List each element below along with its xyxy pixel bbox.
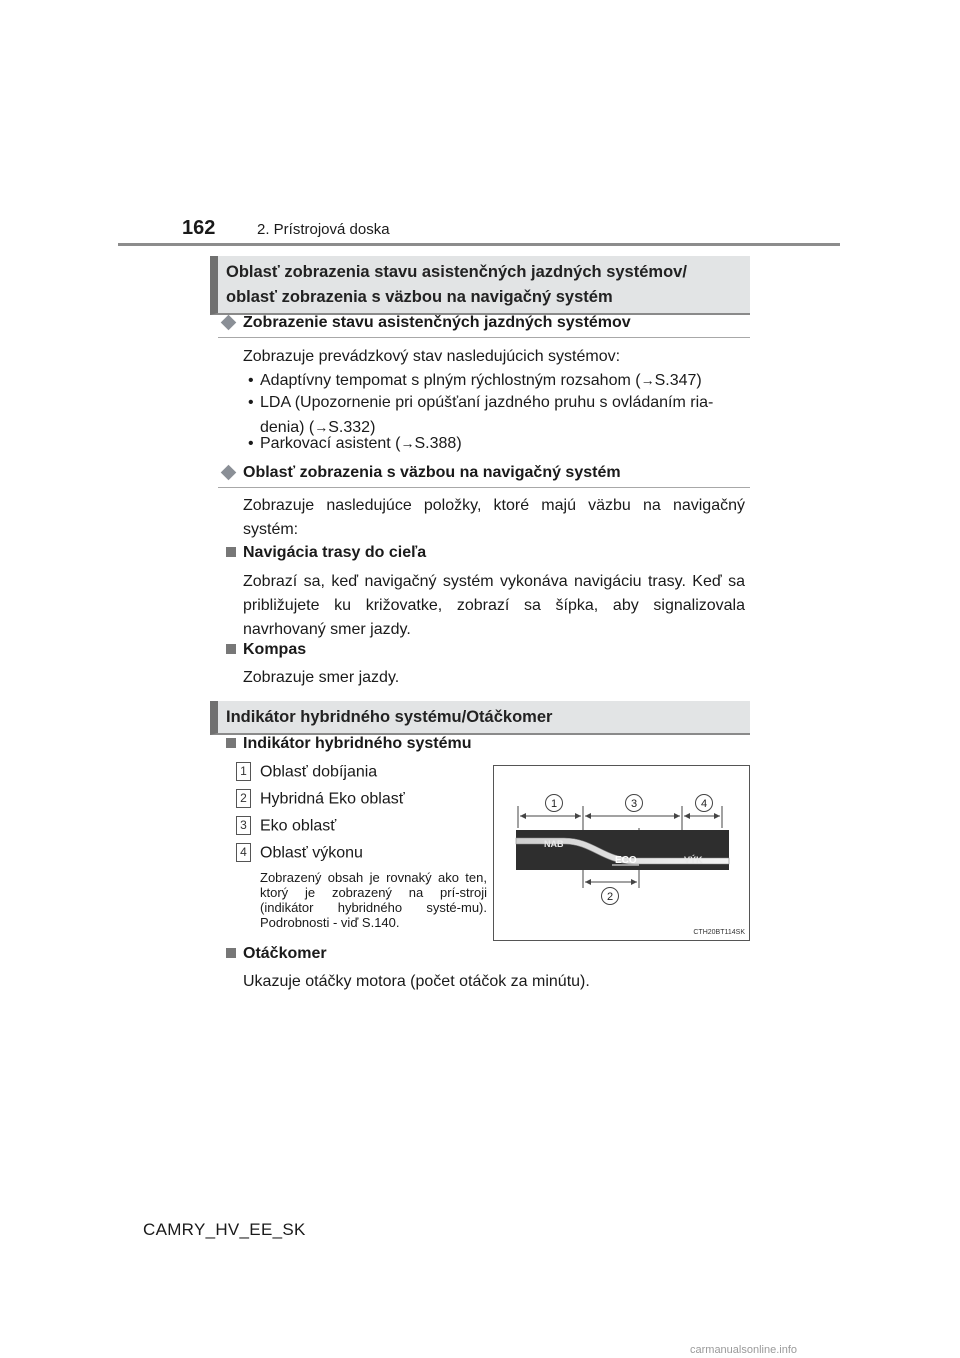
arrow-icon: → [314,419,329,435]
number-badge: 3 [236,816,251,835]
diamond-icon [221,464,237,480]
callout-number: 2 [606,891,614,903]
callout-number: 1 [550,798,558,810]
numbered-item-label: Hybridná Eko oblasť [260,790,405,808]
numbered-item-label: Eko oblasť [260,817,337,835]
callout-number: 3 [630,798,638,810]
list-item-text: denia) ( [260,419,315,436]
item-heading-label: Indikátor hybridného systému [243,735,472,752]
list-item [248,368,745,393]
numbered-item-label: Oblasť dobíjania [260,763,378,781]
callout-number: 4 [700,798,708,810]
number-badge: 1 [236,762,251,781]
list-item [248,431,745,456]
paragraph-route-guidance: Zobrazí sa, keď navigačný systém vykonáva navigáciu trasy. Keď sa približujete ku križovatke, zobrazí sa šípka, aby signalizovala navrhovaný smer jazdy. [243,573,745,638]
section-heading-line1: Oblasť zobrazenia stavu asistenčných jazdných systémov/ [226,263,687,281]
note-text: Zobrazený obsah je rovnaký ako ten, ktorý je zobrazený na prí-stroji (indikátor hybridného systé-mu). Podrobnosti - viď S.140. [260,870,487,930]
subheading-label: Oblasť zobrazenia s väzbou na navigačný systém [243,464,621,481]
item-heading-route-guidance [226,544,426,562]
paragraph-intro: Zobrazuje prevádzkový stav nasledujúcich systémov: [243,348,621,365]
bullet-icon: • [248,394,254,411]
numbered-item [236,843,363,864]
section-heading-label: Indikátor hybridného systému/Otáčkomer [226,708,553,726]
numbered-item [236,816,336,837]
item-heading-label: Kompas [243,641,307,658]
page-number: 162 [182,217,216,239]
bar-label-eco: ECO [615,855,637,866]
section-heading-display-area [210,256,750,315]
list-item-text: Parkovací asistent ( [260,435,401,452]
page-reference: S.347) [654,372,702,389]
number-badge: 4 [236,843,251,862]
paragraph-compass: Zobrazuje smer jazdy. [243,669,400,686]
bar-label-nab: NAB [544,839,564,849]
item-heading-label: Navigácia trasy do cieľa [243,544,427,561]
numbered-item [236,789,405,810]
page-reference: S.332) [328,419,376,436]
figure-code: CTH20BT114SK [693,929,745,936]
item-heading-label: Otáčkomer [243,945,327,962]
header-rule [118,243,840,246]
hybrid-indicator-illustration [494,766,749,940]
bullet-icon: • [248,372,254,389]
arrow-icon: → [640,372,655,388]
square-bullet-icon [226,547,236,557]
subheading-navigation-area [218,464,750,488]
paragraph-tachometer: Ukazuje otáčky motora (počet otáčok za minútu). [243,973,590,990]
bullet-icon: • [248,435,254,452]
section-heading-line2: oblasť zobrazenia s väzbou na navigačný systém [226,288,613,306]
numbered-item-label: Oblasť výkonu [260,844,363,862]
chapter-title: 2. Prístrojová doska [257,221,390,238]
square-bullet-icon [226,644,236,654]
subheading-assist-status [218,314,750,338]
section-heading-hybrid-indicator [210,701,750,735]
number-badge: 2 [236,789,251,808]
paragraph-intro: Zobrazuje nasledujúce položky, ktoré majú väzbu na navigačný systém: [243,497,745,538]
document-code: CAMRY_HV_EE_SK [143,1220,306,1239]
numbered-item [236,762,377,783]
page-reference: S.388) [414,435,462,452]
square-bullet-icon [226,948,236,958]
square-bullet-icon [226,738,236,748]
item-heading-tachometer [226,945,327,963]
hybrid-indicator-figure [493,765,750,941]
list-item-text: LDA (Upozornenie pri opúšťaní jazdného pruhu s ovládaním ria- [260,394,714,411]
arrow-icon: → [400,435,415,451]
diamond-icon [221,314,237,330]
list-item-text: Adaptívny tempomat s plným rýchlostným rozsahom ( [260,372,641,389]
subheading-label: Zobrazenie stavu asistenčných jazdných systémov [243,314,631,331]
item-heading-hybrid-indicator [226,735,471,753]
item-heading-compass [226,641,306,659]
bar-label-vyk: VÝK [684,855,703,865]
watermark: carmanualsonline.info [690,1344,798,1356]
